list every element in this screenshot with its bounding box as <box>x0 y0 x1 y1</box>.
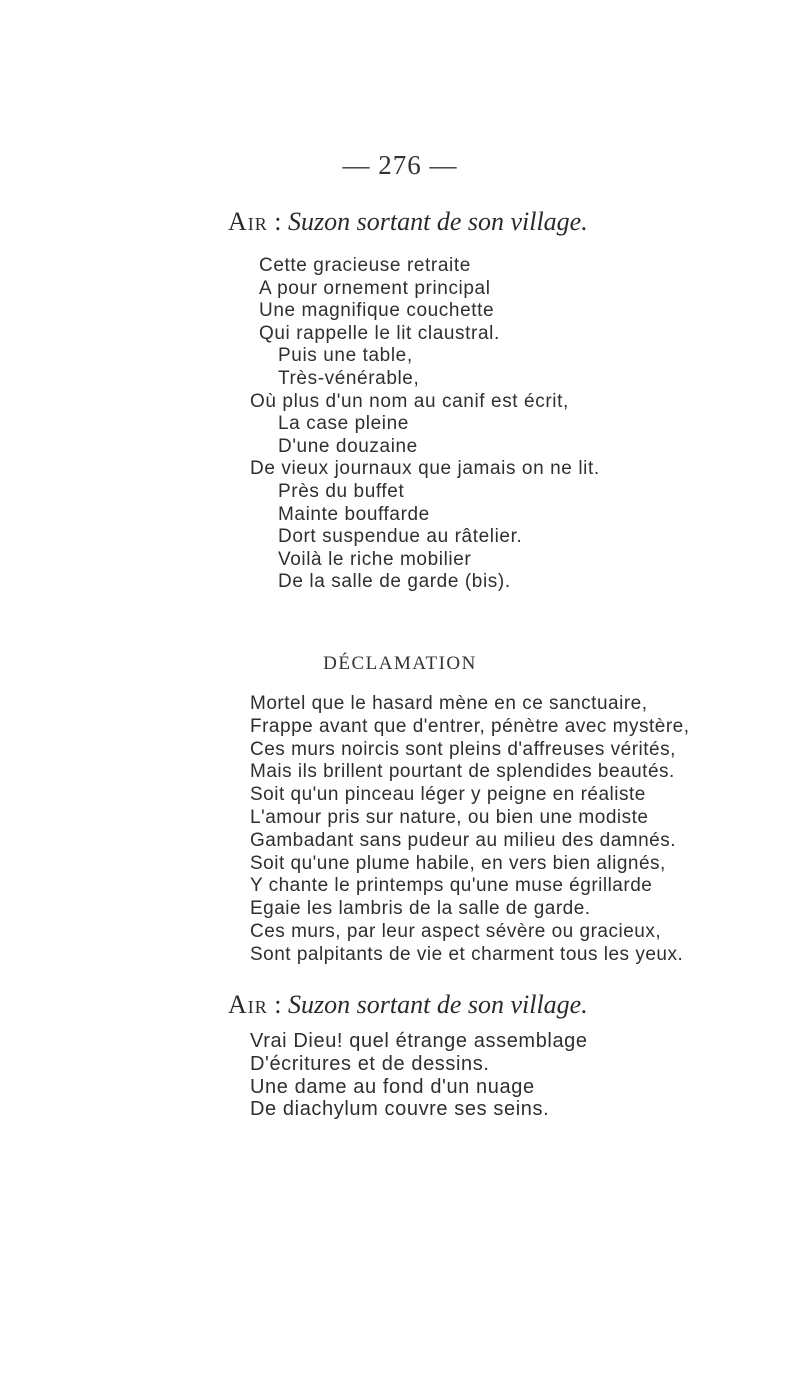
verse-line-text: De la salle de garde (bis). <box>278 571 511 593</box>
verse-line <box>0 368 800 391</box>
declamation-line: Gambadant sans pudeur au milieu des damnés. <box>250 829 677 851</box>
air-separator: : <box>274 990 282 1019</box>
air-separator: : <box>274 207 282 236</box>
verse-line: Une dame au fond d'un nuage <box>250 1075 535 1098</box>
declamation-line: Sont palpitants de vie et charment tous les yeux. <box>250 943 684 965</box>
air-heading <box>228 207 588 237</box>
declamation-line: Soit qu'une plume habile, en vers bien alignés, <box>250 852 666 874</box>
verse-line <box>0 481 800 504</box>
verse-line-text: D'une douzaine <box>278 435 418 457</box>
verse-line-text: Où plus d'un nom au canif est écrit, <box>250 390 569 412</box>
declamation-line: Mortel que le hasard mène en ce sanctuaire, <box>250 693 648 714</box>
verse-line <box>0 300 800 323</box>
declamation-line: L'amour pris sur nature, ou bien une modiste <box>250 806 649 828</box>
verse-line <box>0 436 800 459</box>
verse-line-text: Voilà le riche mobilier <box>278 548 472 570</box>
verse-line <box>0 413 800 436</box>
declamation-line: Soit qu'un pinceau léger y peigne en réaliste <box>250 784 646 806</box>
verse-line-text: Très-vénérable, <box>278 367 420 389</box>
verse-line-text: De vieux journaux que jamais on ne lit. <box>250 458 600 480</box>
verse-line <box>0 345 800 368</box>
verse-line <box>0 323 800 346</box>
verse-line <box>0 278 800 301</box>
declamation-line: Ces murs noircis sont pleins d'affreuses vérités, <box>250 738 676 760</box>
declamation-heading: DÉCLAMATION <box>323 653 477 674</box>
verse-line-text: Mainte bouffarde <box>278 503 430 525</box>
air-label: Air <box>228 990 268 1019</box>
verse-line-text: Cette gracieuse retraite <box>259 255 471 276</box>
declamation-line: Egaie les lambris de la salle de garde. <box>250 898 591 920</box>
page-number: — 276 — <box>342 150 458 180</box>
verse-line-text: Qui rappelle le lit claustral. <box>259 322 500 344</box>
air-title: Suzon sortant de son village. <box>288 990 588 1019</box>
verse-line <box>0 549 800 572</box>
song-verse <box>0 255 800 594</box>
verse-line-text: Près du buffet <box>278 480 405 502</box>
verse-line <box>0 255 800 278</box>
declamation-line: Y chante le printemps qu'une muse égrillarde <box>250 875 653 897</box>
song-verse <box>250 1030 588 1121</box>
verse-line <box>0 571 800 594</box>
declamation-text <box>250 693 690 967</box>
verse-line-text: A pour ornement principal <box>259 277 491 299</box>
verse-line <box>0 391 800 414</box>
air-title: Suzon sortant de son village. <box>288 207 588 236</box>
air-label: Air <box>228 207 268 236</box>
verse-line: De diachylum couvre ses seins. <box>250 1098 550 1121</box>
declamation-line: Mais ils brillent pourtant de splendides beautés. <box>250 761 675 783</box>
verse-line <box>0 526 800 549</box>
verse-line: Vrai Dieu! quel étrange assemblage <box>250 1030 588 1052</box>
verse-line-text: La case pleine <box>278 413 409 435</box>
verse-line-text: Puis une table, <box>278 345 413 367</box>
verse-line-text: Une magnifique couchette <box>259 300 495 322</box>
verse-line <box>0 458 800 481</box>
declamation-line: Frappe avant que d'entrer, pénètre avec mystère, <box>250 715 690 737</box>
air-heading <box>228 990 588 1020</box>
verse-line <box>0 504 800 527</box>
verse-line: D'écritures et de dessins. <box>250 1052 490 1075</box>
verse-line-text: Dort suspendue au râtelier. <box>278 526 523 548</box>
declamation-line: Ces murs, par leur aspect sévère ou gracieux, <box>250 920 662 942</box>
